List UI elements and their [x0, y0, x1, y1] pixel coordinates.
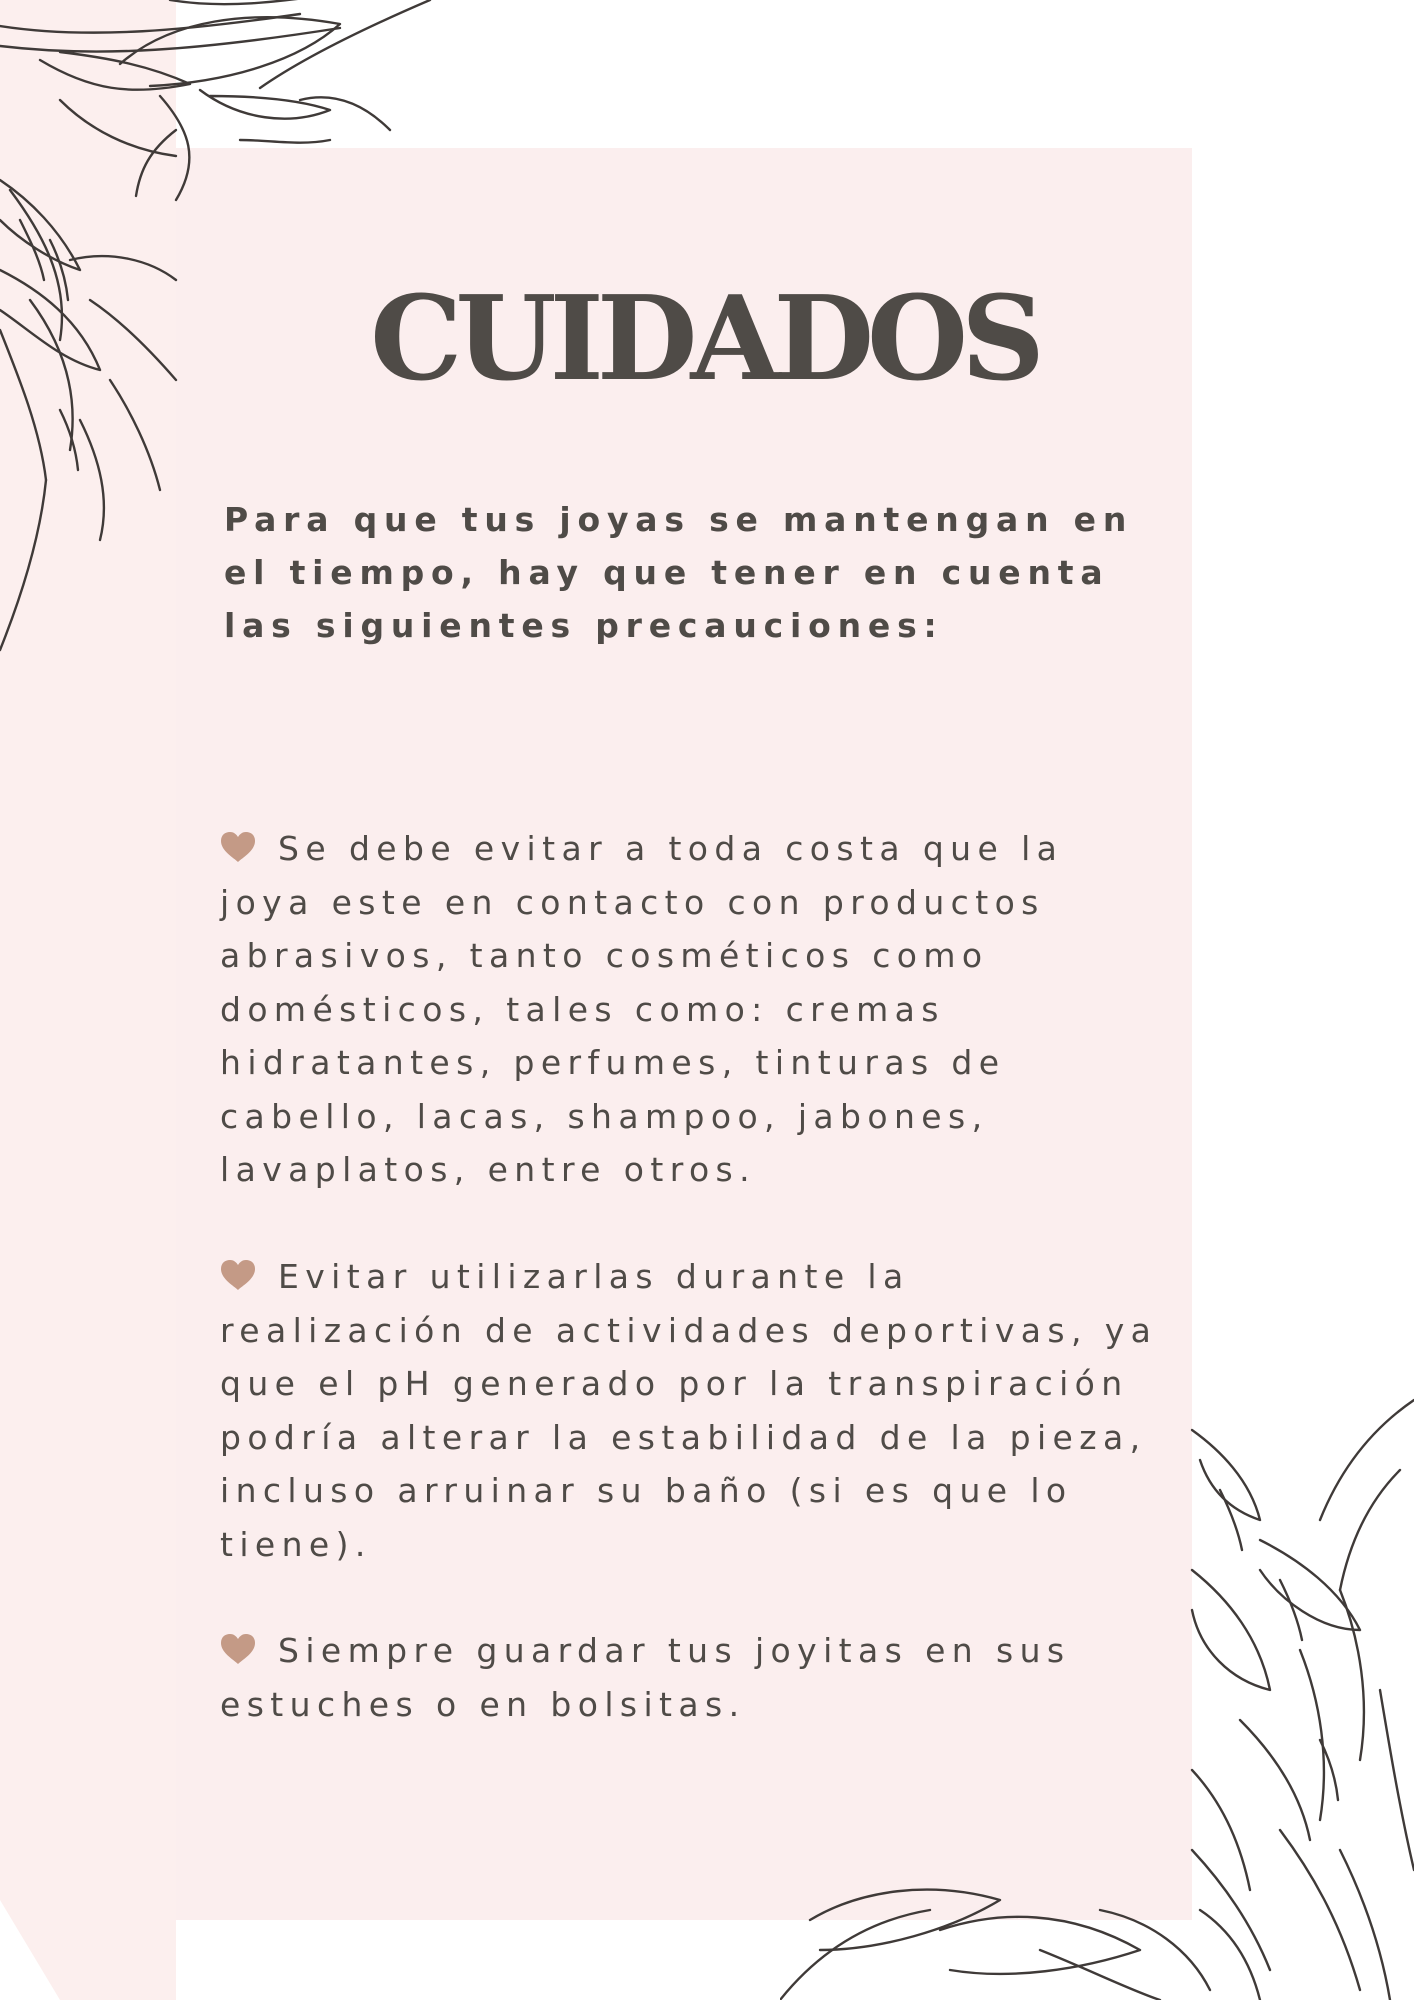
- care-bullet-1-text: Se debe evitar a toda costa que la joya este en contacto con productos abrasivos, tanto cosméticos como domésticos, tales como: cremas hidratantes, perfumes, tinturas de cabello, lacas, shampoo, jabones, lavaplatos, entre otros.: [220, 829, 1064, 1189]
- care-bullet-2: [220, 1250, 1165, 1571]
- heart-icon: [220, 1259, 256, 1291]
- intro-paragraph: Para que tus joyas se mantengan en el tiempo, hay que tener en cuenta las siguientes precauciones:: [224, 500, 1134, 645]
- care-bullet-1: [220, 822, 1165, 1197]
- heart-icon: [220, 1633, 256, 1665]
- care-bullet-3-text: Siempre guardar tus joyitas en sus estuches o en bolsitas.: [220, 1631, 1071, 1724]
- page-title: CUIDADOS: [370, 271, 1038, 407]
- care-bullet-3: [220, 1624, 1165, 1731]
- heart-icon: [220, 831, 256, 863]
- care-bullet-2-text: Evitar utilizarlas durante la realización de actividades deportivas, ya que el pH generado por la transpiración podría alterar la estabilidad de la pieza, incluso arruinar su baño (si es que lo tiene).: [220, 1257, 1158, 1564]
